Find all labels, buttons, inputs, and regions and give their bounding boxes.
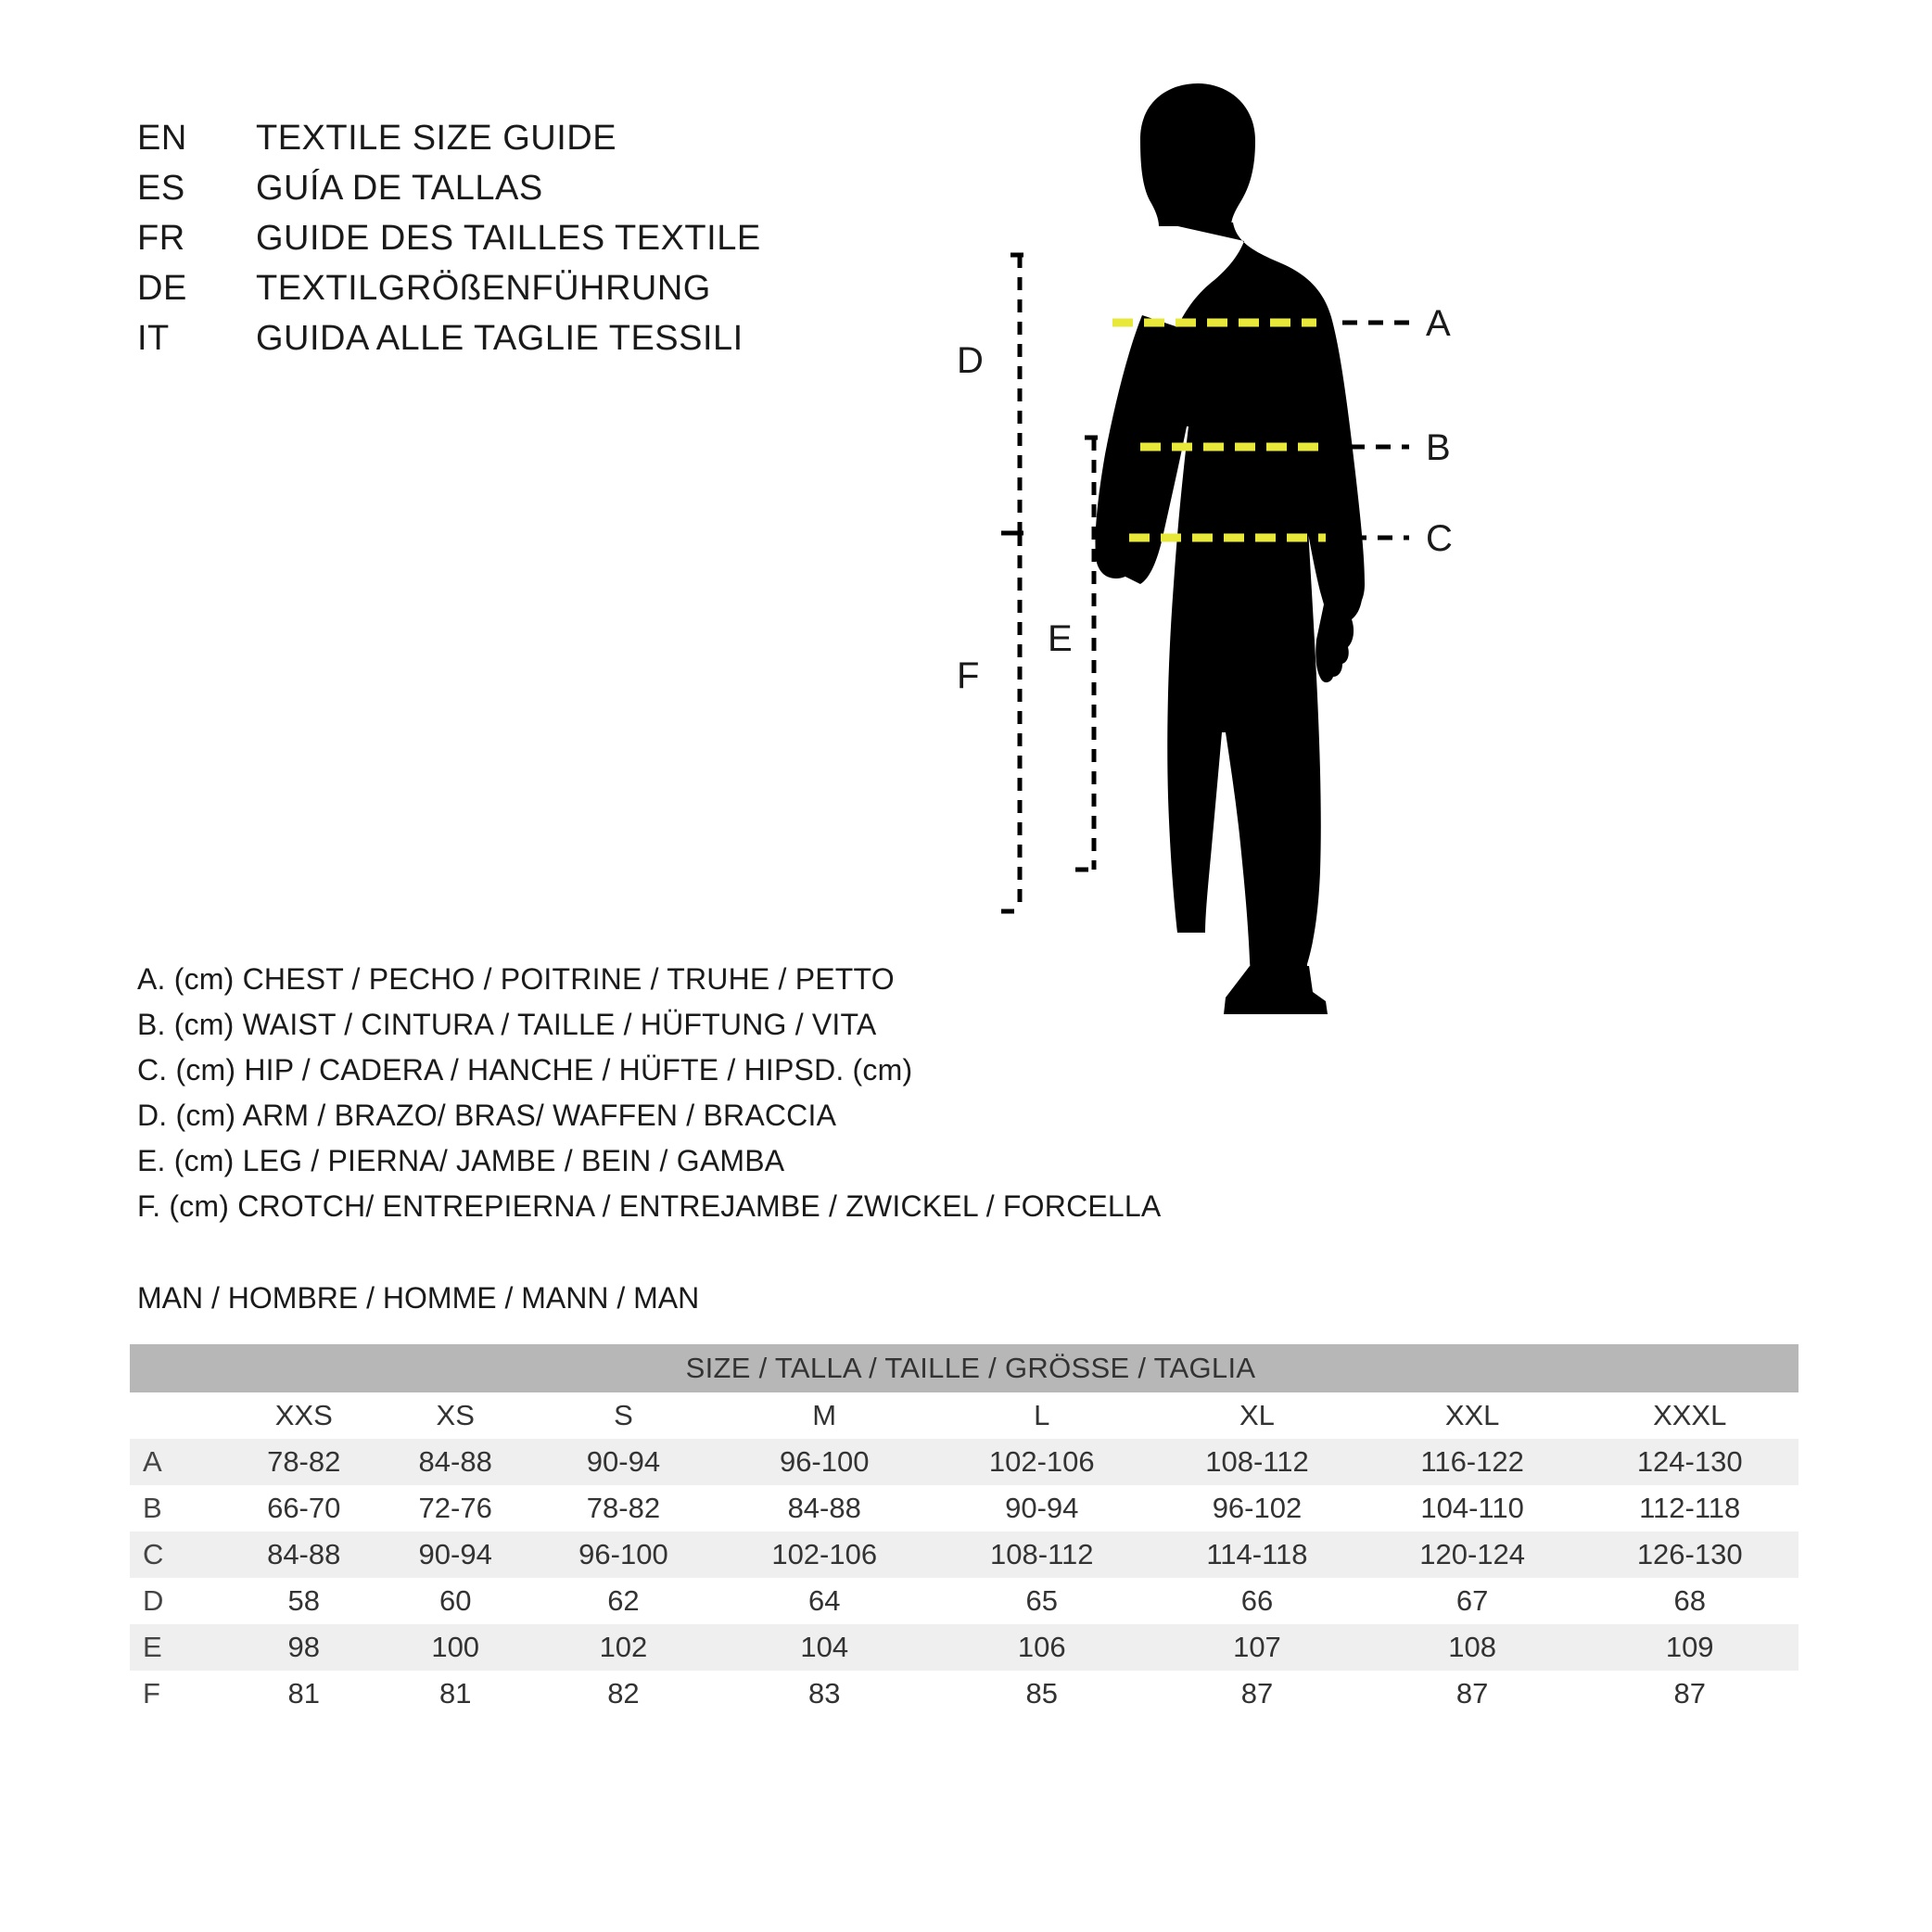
legend-item-c: C. (cm) HIP / CADERA / HANCHE / HÜFTE / HIPSD. (cm) (137, 1053, 913, 1087)
table-cell: 109 (1581, 1624, 1799, 1671)
table-cell: 78-82 (228, 1439, 379, 1485)
table-cell: 108-112 (934, 1532, 1151, 1578)
table-cell: 82 (607, 1677, 640, 1710)
table-cell: 72-76 (418, 1492, 492, 1524)
table-cell: 66-70 (267, 1492, 341, 1524)
table-cell: 112-118 (1639, 1492, 1741, 1524)
table-cell: 102-106 (934, 1439, 1151, 1485)
table-cell: 62 (607, 1584, 640, 1617)
title-lang-code: IT (137, 319, 170, 358)
title-row (137, 219, 761, 269)
table-cell: 107 (1150, 1624, 1364, 1671)
table-cell: 81 (439, 1677, 472, 1710)
callout-label-a: A (1426, 303, 1451, 344)
title-row (137, 319, 761, 369)
title-lang-code: DE (137, 269, 187, 308)
table-cell: 106 (934, 1624, 1151, 1671)
size-table-column-headers (130, 1392, 1799, 1439)
title-lang-code: FR (137, 219, 185, 258)
table-cell: 108-112 (1150, 1439, 1364, 1485)
table-cell: 87 (1673, 1677, 1706, 1710)
title-text: TEXTILE SIZE GUIDE (256, 119, 617, 158)
table-cell: 84-88 (787, 1492, 861, 1524)
size-table (130, 1344, 1799, 1717)
title-row (137, 169, 761, 219)
table-cell: 96-100 (531, 1532, 716, 1578)
legend-item-f: F. (cm) CROTCH/ ENTREPIERNA / ENTREJAMBE / ZWICKEL / FORCELLA (137, 1189, 1162, 1223)
table-cell: 102 (531, 1624, 716, 1671)
legend-item-e: E. (cm) LEG / PIERNA/ JAMBE / BEIN / GAMBA (137, 1144, 785, 1177)
row-label: B (143, 1492, 162, 1524)
column-header: XL (1150, 1392, 1364, 1439)
table-cell: 120-124 (1364, 1532, 1582, 1578)
row-label: D (143, 1584, 164, 1617)
table-cell: 104-110 (1420, 1492, 1524, 1524)
table-cell: 87 (1455, 1677, 1489, 1710)
column-header: XXL (1364, 1392, 1582, 1439)
title-block (137, 119, 761, 369)
table-row (130, 1578, 1799, 1624)
table-cell: 124-130 (1581, 1439, 1799, 1485)
title-text: GUIDA ALLE TAGLIE TESSILI (256, 319, 744, 358)
table-cell: 104 (716, 1624, 934, 1671)
table-row (130, 1485, 1799, 1532)
legend-item-d: D. (cm) ARM / BRAZO/ BRAS/ WAFFEN / BRACCIA (137, 1099, 837, 1132)
table-row (130, 1671, 1799, 1717)
table-cell: 126-130 (1581, 1532, 1799, 1578)
man-silhouette-icon (1095, 83, 1365, 1014)
table-cell: 90-94 (531, 1439, 716, 1485)
table-cell: 116-122 (1364, 1439, 1582, 1485)
column-header: XS (379, 1392, 530, 1439)
table-row (130, 1532, 1799, 1578)
table-cell: 90-94 (379, 1532, 530, 1578)
column-header: XXS (228, 1392, 379, 1439)
legend-item-b: B. (cm) WAIST / CINTURA / TAILLE / HÜFTUNG / VITA (137, 1008, 877, 1041)
title-row (137, 269, 761, 319)
column-header: L (934, 1392, 1151, 1439)
title-lang-code: EN (137, 119, 187, 158)
table-cell: 67 (1455, 1584, 1489, 1617)
svg-text:D: D (957, 340, 984, 381)
table-cell: 96-102 (1212, 1492, 1303, 1524)
table-cell: 114-118 (1150, 1532, 1364, 1578)
table-row (130, 1439, 1799, 1485)
column-header: M (716, 1392, 934, 1439)
title-row (137, 119, 761, 169)
title-lang-code: ES (137, 169, 185, 208)
svg-text:F: F (957, 655, 980, 696)
table-cell: 78-82 (586, 1492, 661, 1524)
size-table-band-label: SIZE / TALLA / TAILLE / GRÖSSE / TAGLIA (130, 1344, 1799, 1392)
column-header: S (531, 1392, 716, 1439)
corner-cell (130, 1392, 228, 1439)
row-label: E (130, 1624, 228, 1671)
dimension-e (1048, 438, 1103, 870)
table-cell: 66 (1240, 1584, 1274, 1617)
row-label: F (143, 1677, 160, 1710)
title-text: TEXTILGRÖßENFÜHRUNG (256, 269, 711, 308)
table-cell: 85 (1025, 1677, 1059, 1710)
group-label: MAN / HOMBRE / HOMME / MANN / MAN (137, 1281, 700, 1315)
table-cell: 96-100 (716, 1439, 934, 1485)
table-cell: 108 (1364, 1624, 1582, 1671)
column-header: XXXL (1581, 1392, 1799, 1439)
table-cell: 90-94 (1005, 1492, 1079, 1524)
size-table-band (130, 1344, 1799, 1392)
dimension-f (957, 533, 1029, 911)
svg-text:E: E (1048, 618, 1073, 659)
table-cell: 84-88 (228, 1532, 379, 1578)
title-text: GUÍA DE TALLAS (256, 169, 543, 208)
row-label: A (130, 1439, 228, 1485)
table-cell: 68 (1673, 1584, 1706, 1617)
legend-item-a: A. (cm) CHEST / PECHO / POITRINE / TRUHE / PETTO (137, 962, 895, 996)
dimension-d (957, 255, 1029, 533)
table-cell: 83 (807, 1677, 841, 1710)
table-cell: 84-88 (379, 1439, 530, 1485)
callout-label-b: B (1426, 427, 1451, 468)
table-cell: 64 (807, 1584, 841, 1617)
callout-label-c: C (1426, 518, 1453, 559)
legend-block (137, 962, 1161, 1235)
table-cell: 87 (1240, 1677, 1274, 1710)
table-cell: 65 (1025, 1584, 1059, 1617)
table-cell: 102-106 (716, 1532, 934, 1578)
table-cell: 100 (379, 1624, 530, 1671)
table-cell: 98 (228, 1624, 379, 1671)
table-cell: 58 (287, 1584, 320, 1617)
table-row (130, 1624, 1799, 1671)
row-label: C (130, 1532, 228, 1578)
title-text: GUIDE DES TAILLES TEXTILE (256, 219, 761, 258)
table-cell: 81 (287, 1677, 320, 1710)
table-cell: 60 (439, 1584, 472, 1617)
